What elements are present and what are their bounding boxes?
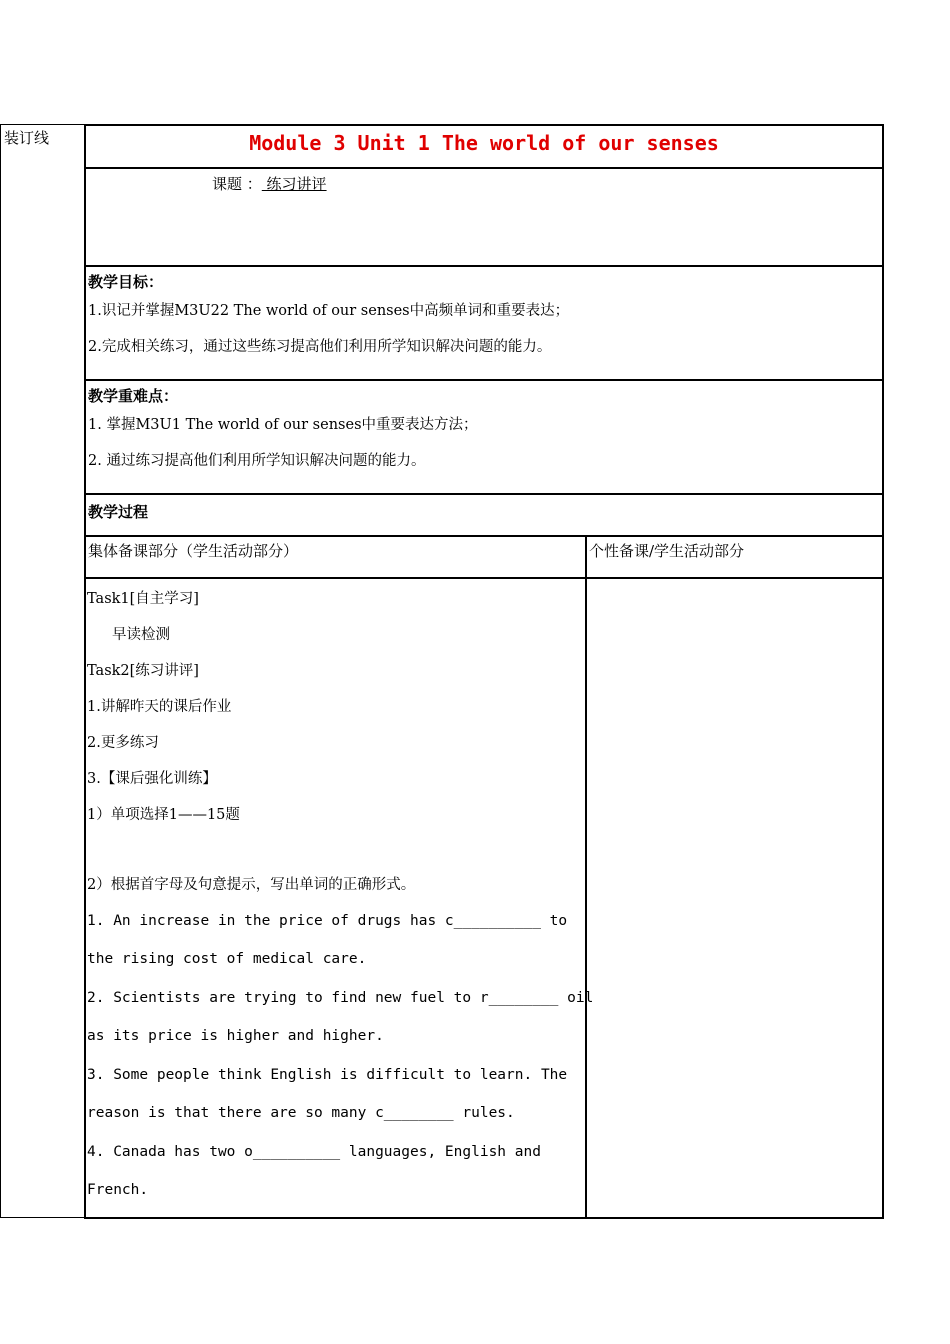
- lesson-plan-table: [84, 124, 884, 1219]
- topic-value: 练习讲评: [261, 175, 327, 193]
- personal-column-header: 个性备课/学生活动部分: [589, 542, 745, 560]
- exercise-line: 4. Canada has two o__________ languages, English and: [87, 1144, 541, 1160]
- topic-row: [86, 167, 882, 265]
- topic-label: 课题 ：: [212, 175, 262, 193]
- task-line: Task2[练习讲评]: [87, 663, 199, 679]
- task-line: 1）单项选择1——15题: [87, 807, 240, 823]
- objective-item: 2.完成相关练习，通过这些练习提高他们利用所学知识解决问题的能力。: [88, 339, 552, 355]
- process-columns-header: [86, 535, 882, 577]
- task-line: 3.【课后强化训练】: [87, 771, 217, 787]
- exercise-line: 1. An increase in the price of drugs has c__________ to: [87, 913, 568, 929]
- objective-item: 1.识记并掌握M3U22 The world of our senses中高频单词和重要表达；: [88, 303, 570, 319]
- spacer: [87, 833, 585, 867]
- exercise-line: the rising cost of medical care.: [87, 951, 367, 967]
- collective-content: [86, 579, 594, 1217]
- exercise-line: reason is that there are so many c________ rules.: [87, 1105, 515, 1121]
- key-point-item: 2. 通过练习提高他们利用所学知识解决问题的能力。: [88, 453, 426, 469]
- task-line: 1.讲解昨天的课后作业: [87, 699, 232, 715]
- exercise-line: 2. Scientists are trying to find new fuel to r________ oil: [87, 990, 594, 1006]
- task-line: 早读检测: [112, 627, 170, 643]
- task-line: Task1[自主学习]: [87, 591, 199, 607]
- process-heading-row: [86, 493, 882, 535]
- exercise-line: 3. Some people think English is difficult to learn. The: [87, 1067, 568, 1083]
- objectives-heading: 教学目标：: [88, 273, 164, 291]
- title-row: [86, 124, 882, 167]
- process-heading: 教学过程: [88, 503, 149, 521]
- key-points-section: [86, 379, 882, 493]
- task-line: 2）根据首字母及句意提示，写出单词的正确形式。: [87, 877, 416, 893]
- key-points-heading: 教学重难点：: [88, 387, 179, 405]
- personal-content: [587, 579, 882, 1217]
- exercise-line: as its price is higher and higher.: [87, 1028, 384, 1044]
- key-point-item: 1. 掌握M3U1 The world of our senses中重要表达方法；: [88, 417, 478, 433]
- task-line: 2.更多练习: [87, 735, 159, 751]
- topic: [212, 173, 327, 194]
- exercise-line: French.: [87, 1182, 149, 1198]
- binding-label: 装订线: [4, 129, 50, 147]
- objectives-section: [86, 265, 882, 379]
- collective-column-header: 集体备课部分（学生活动部分）: [86, 537, 587, 577]
- process-body-row: [86, 577, 882, 1219]
- binding-margin: [0, 124, 84, 1218]
- page-title: Module 3 Unit 1 The world of our senses: [249, 131, 719, 155]
